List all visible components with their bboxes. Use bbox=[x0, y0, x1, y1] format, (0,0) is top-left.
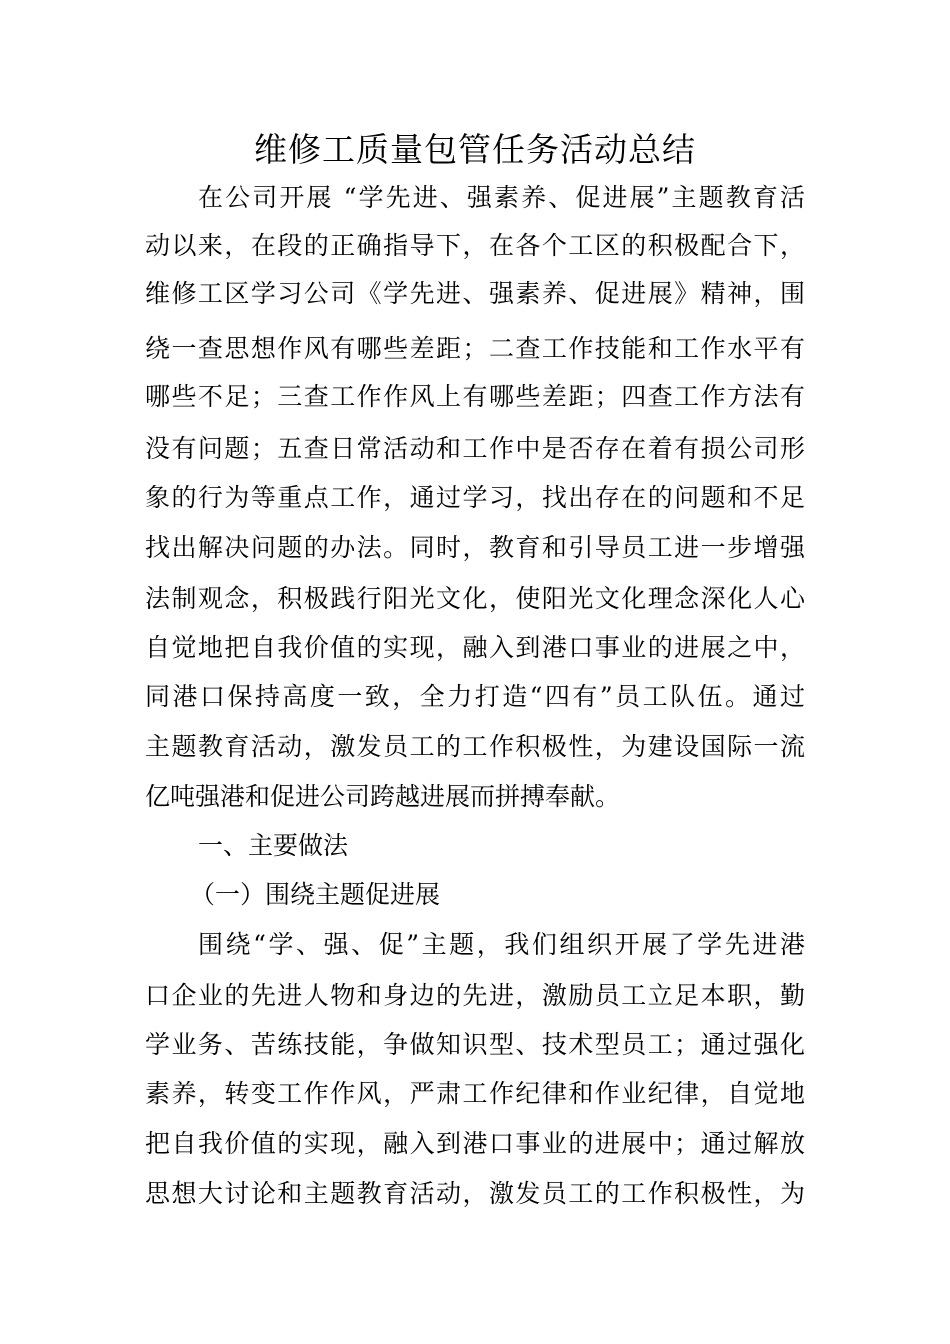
paragraph-1-line: 动以来，在段的正确指导下，在各个工区的积极配合下， bbox=[145, 231, 805, 260]
paragraph-2-line: 学业务、苦练技能，争做知识型、技术型员工；通过强化 bbox=[145, 1030, 805, 1059]
paragraph-2-line: 围绕“学、强、促”主题，我们组织开展了学先进港 bbox=[198, 930, 805, 959]
section-heading: 一、主要做法 bbox=[198, 831, 349, 860]
paragraph-2-line: 把自我价值的实现，融入到港口事业的进展中；通过解放 bbox=[145, 1129, 805, 1158]
paragraph-1-line: 找出解决问题的办法。同时，教育和引导员工进一步增强 bbox=[145, 533, 805, 562]
subsection-heading: （一）围绕主题促进展 bbox=[190, 880, 441, 909]
paragraph-1-line: 亿吨强港和促进公司跨越进展而拼搏奉献。 bbox=[145, 782, 621, 811]
paragraph-1-line: 法制观念，积极践行阳光文化，使阳光文化理念深化人心 bbox=[145, 584, 805, 613]
paragraph-1-line: 同港口保持高度一致，全力打造“四有”员工队伍。通过 bbox=[145, 682, 805, 711]
paragraph-1-line: 主题教育活动，激发员工的工作积极性，为建设国际一流 bbox=[145, 732, 805, 761]
document-title: 维修工质量包管任务活动总结 bbox=[254, 130, 696, 169]
paragraph-1-line: 维修工区学习公司《学先进、强素养、促进展》精神，围 bbox=[145, 279, 805, 308]
paragraph-1-line: 在公司开展 “学先进、强素养、促进展”主题教育活 bbox=[198, 183, 805, 212]
paragraph-1-line: 象的行为等重点工作，通过学习，找出存在的问题和不足 bbox=[145, 483, 805, 512]
paragraph-2-line: 思想大讨论和主题教育活动，激发员工的工作积极性，为 bbox=[145, 1179, 805, 1208]
paragraph-2-line: 口企业的先进人物和身边的先进，激励员工立足本职，勤 bbox=[145, 981, 805, 1010]
paragraph-1-line: 绕一查思想作风有哪些差距；二查工作技能和工作水平有 bbox=[145, 334, 805, 363]
paragraph-2-line: 素养，转变工作作风，严肃工作纪律和作业纪律，自觉地 bbox=[145, 1079, 805, 1108]
paragraph-1-line: 自觉地把自我价值的实现，融入到港口事业的进展之中， bbox=[145, 633, 805, 662]
paragraph-1-line: 哪些不足；三查工作作风上有哪些差距；四查工作方法有 bbox=[145, 382, 805, 411]
paragraph-1-line: 没有问题；五查日常活动和工作中是否存在着有损公司形 bbox=[145, 434, 805, 463]
